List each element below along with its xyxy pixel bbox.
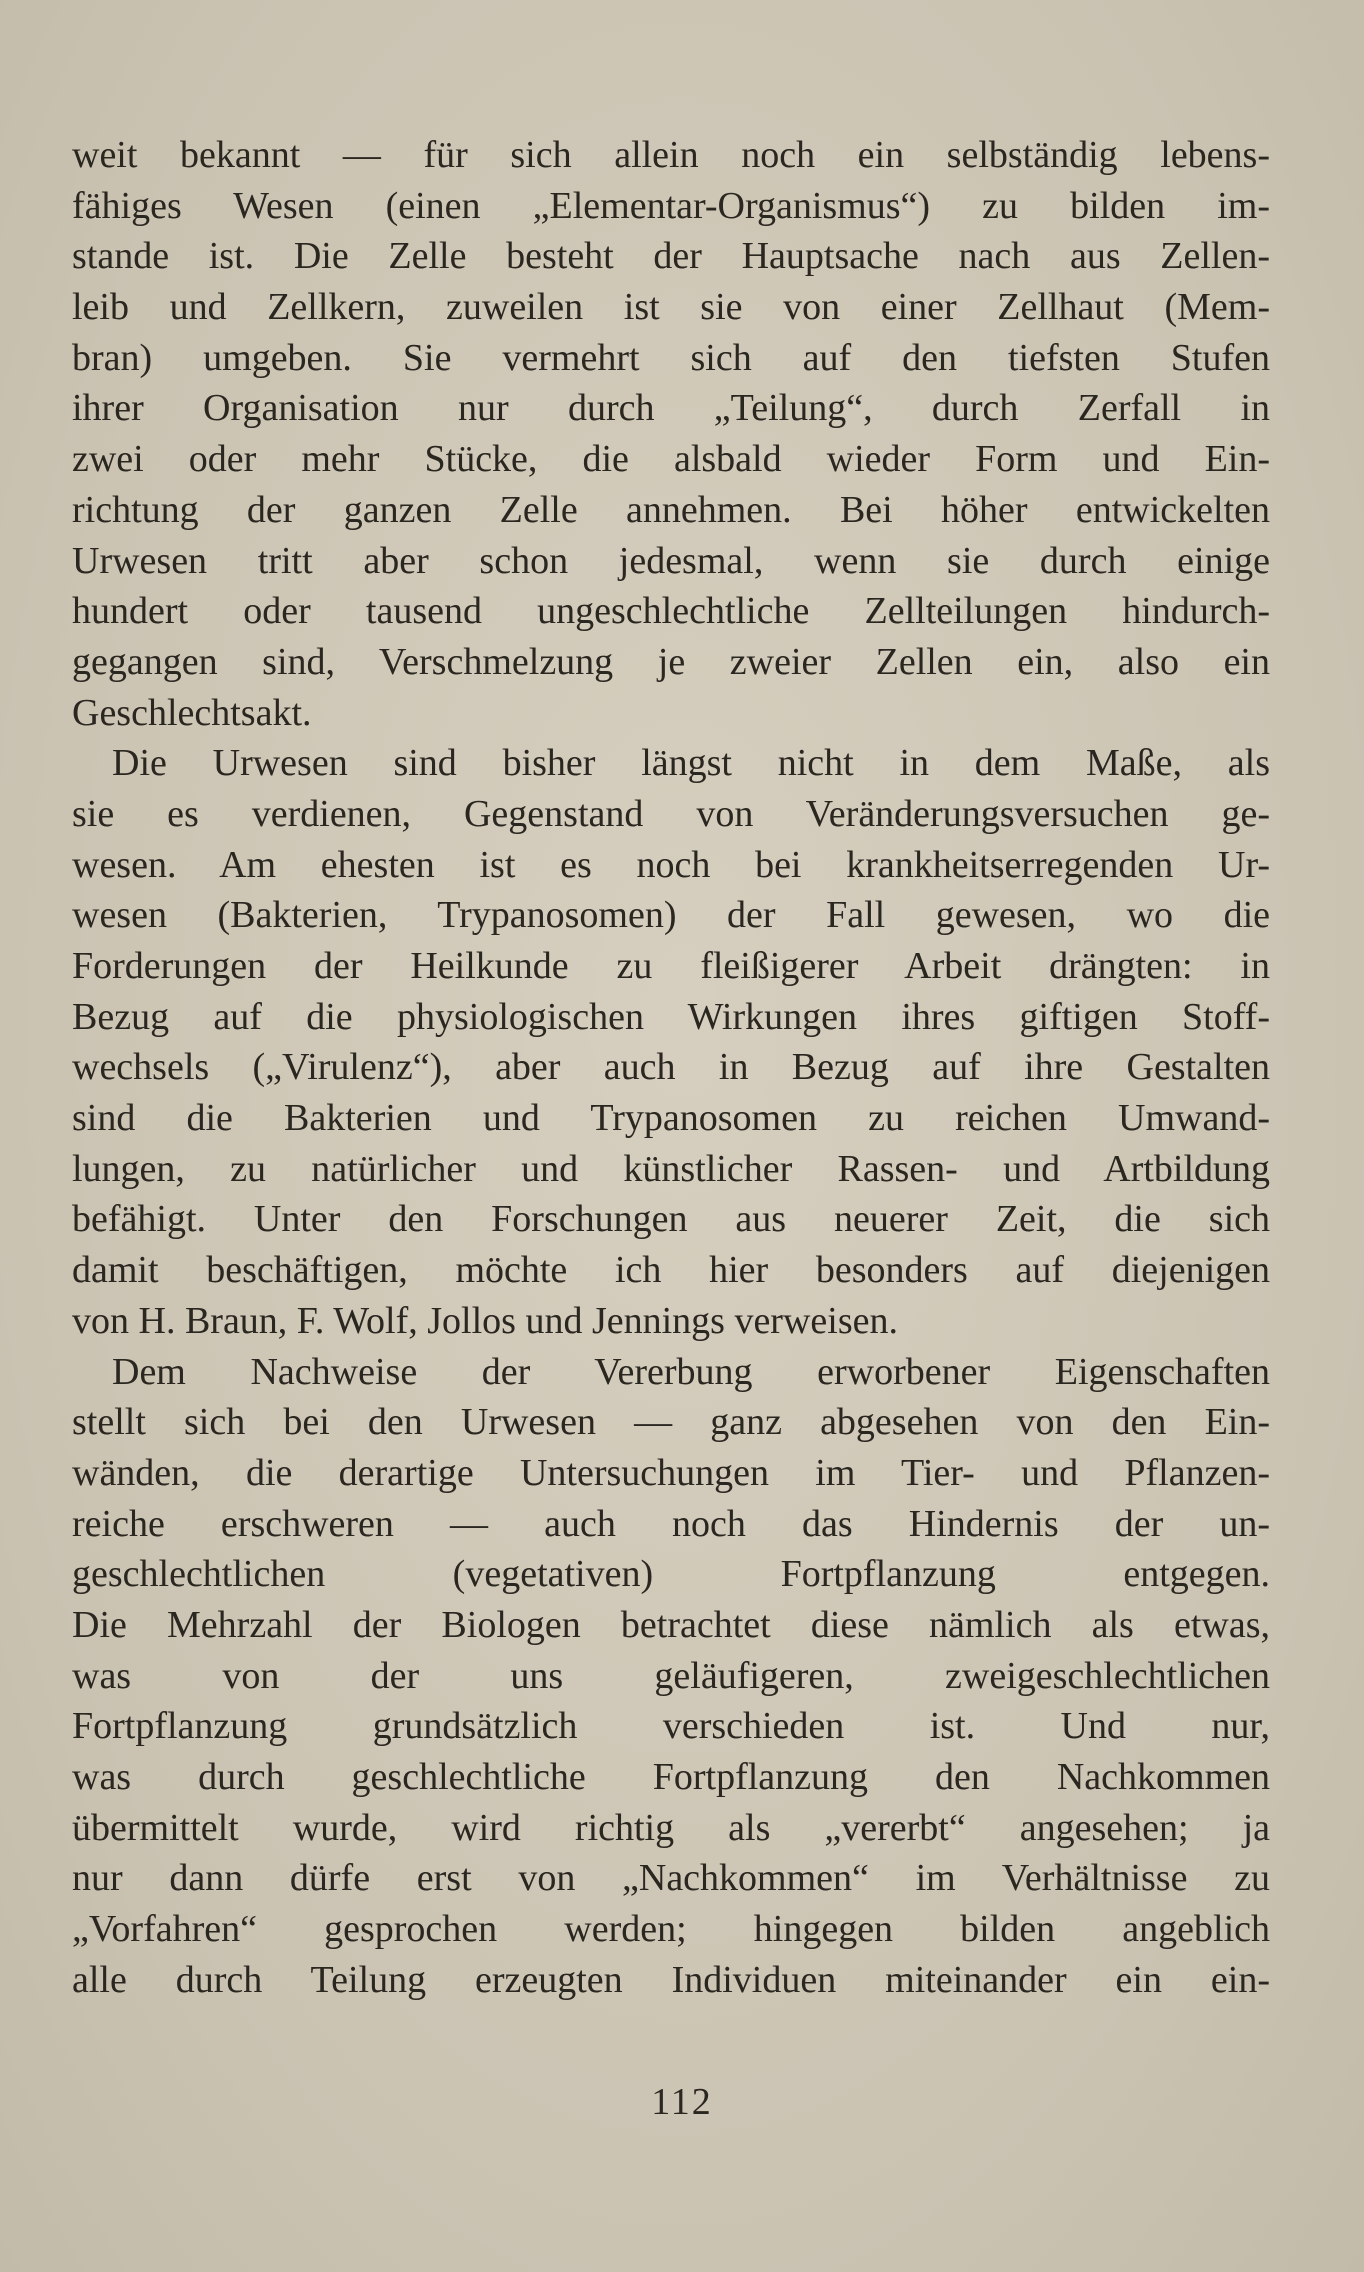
text-line: weit bekannt — für sich allein noch ein selbständig lebens- [72,134,1270,176]
text-line: von H. Braun, F. Wolf, Jollos und Jennings verweisen. [72,1299,898,1342]
page-number: 112 [651,2081,713,2123]
text-line: Fortpflanzung grundsätzlich verschieden ist. Und nur, [72,1705,1270,1748]
text-line: wesen. Am ehesten ist es noch bei krankheitserregenden Ur- [72,843,1270,886]
text-line: lungen, zu natürlicher und künstlicher Rassen- und Artbildung [72,1147,1270,1190]
text-line: stande ist. Die Zelle besteht der Hauptsache nach aus Zellen- [72,235,1270,278]
text-line: sind die Bakterien und Trypanosomen zu reichen Umwand- [72,1097,1270,1140]
text-line: bran) umgeben. Sie vermehrt sich auf den tiefsten Stufen [72,336,1270,379]
text-line: reiche erschweren — auch noch das Hindernis der un- [72,1502,1270,1545]
text-line: Die Mehrzahl der Biologen betrachtet diese nämlich als etwas, [72,1603,1270,1646]
text-line: nur dann dürfe erst von „Nachkommen“ im Verhältnisse zu [72,1857,1270,1900]
text-line: stellt sich bei den Urwesen — ganz abgesehen von den Ein- [72,1401,1270,1444]
text-line: sie es verdienen, Gegenstand von Veränderungsversuchen ge- [72,792,1270,835]
text-line: hundert oder tausend ungeschlechtliche Zellteilungen hindurch- [72,590,1270,633]
text-line: alle durch Teilung erzeugten Individuen miteinander ein ein- [72,1958,1270,2001]
text-line: geschlechtlichen (vegetativen) Fortpflanzung entgegen. [72,1553,1270,1596]
text-line: wechsels („Virulenz“), aber auch in Bezug auf ihre Gestalten [72,1046,1270,1089]
text-line: Geschlechtsakt. [72,691,312,734]
text-line: „Vorfahren“ gesprochen werden; hingegen bilden angeblich [72,1908,1270,1951]
text-line: Urwesen tritt aber schon jedesmal, wenn sie durch einige [72,539,1270,582]
text-line: fähiges Wesen (einen „Elementar-Organismus“) zu bilden im- [72,184,1270,227]
text-line: damit beschäftigen, möchte ich hier besonders auf diejenigen [72,1249,1270,1292]
text-line: leib und Zellkern, zuweilen ist sie von einer Zellhaut (Mem- [72,286,1270,329]
text-line: Bezug auf die physiologischen Wirkungen ihres giftigen Stoff- [72,995,1270,1038]
text-line: gegangen sind, Verschmelzung je zweier Zellen ein, also ein [72,640,1270,683]
text-line: befähigt. Unter den Forschungen aus neuerer Zeit, die sich [72,1198,1270,1241]
text-line: richtung der ganzen Zelle annehmen. Bei höher entwickelten [72,488,1270,531]
text-line: wesen (Bakterien, Trypanosomen) der Fall gewesen, wo die [72,894,1270,937]
text-line: ihrer Organisation nur durch „Teilung“, durch Zerfall in [72,387,1270,430]
paragraph-1 [72,130,1270,738]
text-line: Die Urwesen sind bisher längst nicht in dem Maße, als [112,742,1270,785]
paragraph-3 [72,1347,1270,2006]
text-line: wänden, die derartige Untersuchungen im Tier- und Pflanzen- [72,1451,1270,1494]
text-line: Forderungen der Heilkunde zu fleißigerer Arbeit drängten: in [72,945,1270,987]
text-line: was durch geschlechtliche Fortpflanzung den Nachkommen [72,1756,1270,1798]
text-line: zwei oder mehr Stücke, die alsbald wieder Form und Ein- [72,438,1270,481]
text-line: Dem Nachweise der Vererbung erworbener Eigenschaften [112,1350,1270,1393]
text-line: was von der uns geläufigeren, zweigeschlechtlichen [72,1654,1270,1697]
text-line: übermittelt wurde, wird richtig als „vererbt“ angesehen; ja [72,1806,1270,1849]
page-text [72,130,1270,2272]
paragraph-2 [72,738,1270,1346]
